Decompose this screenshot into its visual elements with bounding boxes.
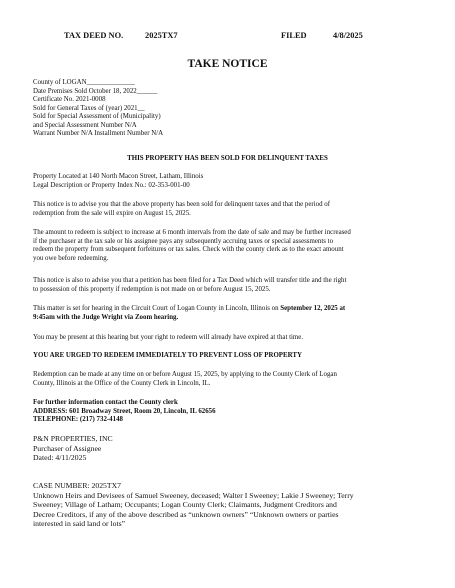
filed-label: FILED — [281, 31, 307, 40]
contact-block — [33, 399, 423, 425]
detail-county: County of LOGAN______________ — [33, 79, 135, 86]
detail-assessment-number: and Special Assessment Number N/A — [33, 121, 137, 129]
purchaser-role: Purchaser of Assignee — [33, 443, 102, 453]
purchaser-dated: Dated: 4/11/2025 — [33, 453, 87, 463]
amount-line: redeem the property from subsequent forfeitures or tax sales. Check with the county clerk as to the exact amount — [33, 246, 344, 254]
property-index: Legal Description or Property Index No.: 02-353-001-00 — [33, 181, 190, 189]
case-parties-line: Unknown Heirs and Devisees of Samuel Sweeney, deceased; Walter I Sweeney; Lakie J Sweeney; Terry — [33, 490, 354, 500]
purchaser-block — [33, 434, 423, 463]
urge-heading: YOU ARE URGED TO REDEEM IMMEDIATELY TO PREVENT LOSS OF PROPERTY — [33, 352, 302, 359]
purchaser-name: P&N PROPERTIES, INC — [33, 434, 113, 443]
detail-general-taxes: Sold for General Taxes of (year) 2021__ — [33, 104, 145, 112]
tax-deed-number: 2025TX7 — [145, 31, 178, 40]
hearing-time: 9:45am with the Judge Wright via Zoom hearing. — [33, 313, 179, 321]
filed-date: 4/8/2025 — [333, 31, 363, 40]
contact-telephone: TELEPHONE: (217) 732-4148 — [33, 416, 123, 424]
contact-address: ADDRESS: 601 Broadway Street, Room 20, Lincoln, IL 62656 — [33, 407, 216, 415]
case-parties-line: Decree Creditors, if any of the above described as “unknown owners” “Unknown owners or parties — [33, 509, 339, 519]
petition-line: This notice is also to advise you that a petition has been filed for a Tax Deed which will transfer title and the right — [33, 277, 347, 284]
property-info — [33, 173, 423, 190]
detail-certificate: Certificate No. 2021-0008 — [33, 96, 106, 103]
petition-line: to possession of this property if redemption is not made on or before August 15, 2025. — [33, 285, 271, 293]
expire-line: This notice is to advise you that the above property has been sold for delinquent taxes and that the period of — [33, 201, 330, 208]
case-number: CASE NUMBER: 2025TX7 — [33, 481, 121, 490]
sold-heading: THIS PROPERTY HAS BEEN SOLD FOR DELINQUENT TAXES — [127, 155, 328, 162]
present-paragraph: You may be present at this hearing but your right to redeem will already have expired at that time. — [33, 334, 304, 341]
sale-details — [33, 79, 423, 139]
amount-line: The amount to redeem is subject to increase at 6 month intervals from the date of sale and may be further increased — [33, 229, 351, 236]
case-parties-line: Sweeney; Village of Latham; Occupants; Logan County Clerk; Claimants, Judgment Creditors and — [33, 500, 337, 510]
redemption-paragraph — [33, 371, 423, 388]
amount-line: if the purchaser at the tax sale or his assignee pays any subsequently accruing taxes or special assessments to — [33, 237, 334, 245]
case-parties-line: interested in said land or lots” — [33, 519, 126, 529]
hearing-paragraph — [33, 305, 423, 322]
hearing-date: September 12, 2025 at — [280, 305, 346, 312]
detail-date-sold: Date Premises Sold October 18, 2022______ — [33, 87, 158, 95]
petition-paragraph — [33, 277, 423, 294]
expire-paragraph — [33, 201, 423, 218]
case-block — [33, 481, 423, 529]
redemption-line: Redemption can be made at any time on or before August 15, 2025, by applying to the County Clerk of Logan — [33, 371, 337, 378]
detail-warrant: Warrant Number N/A Installment Number N/A — [33, 130, 164, 137]
amount-paragraph — [33, 229, 423, 263]
expire-line: redemption from the sale will expire on August 15, 2025. — [33, 209, 191, 217]
amount-line: you owe before redeeming. — [33, 254, 109, 262]
hearing-text: This matter is set for hearing in the Circuit Court of Logan County in Lincoln, Illinois on — [33, 305, 281, 312]
tax-deed-label: TAX DEED NO. — [64, 31, 124, 40]
contact-heading: For further information contact the County clerk — [33, 399, 178, 406]
page-title: TAKE NOTICE — [187, 58, 268, 70]
property-location: Property Located at 140 North Macon Street, Latham, Illinois — [33, 173, 204, 180]
redemption-line: County, Illinois at the Office of the County Clerk in Lincoln, IL. — [33, 379, 211, 387]
detail-special-assessment: Sold for Special Assessment of (Municipality) — [33, 113, 161, 120]
